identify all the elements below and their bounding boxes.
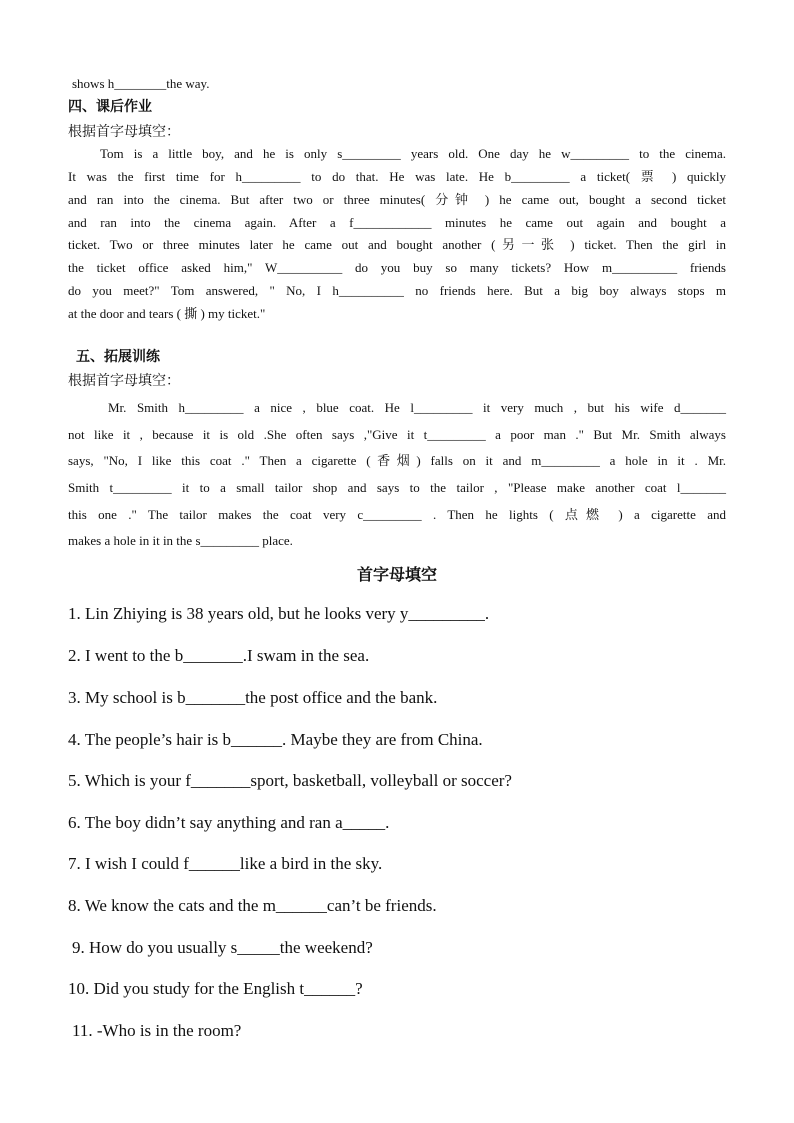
list-item: 3. My school is b_______the post office and the bank. — [68, 688, 438, 707]
list-item: 11. -Who is in the room? — [72, 1021, 242, 1040]
passage-line: the ticket office asked him," W__________ do you buy so many tickets? How m__________ friends — [68, 260, 726, 275]
list-item: 4. The people’s hair is b______. Maybe they are from China. — [68, 730, 483, 749]
list-item: 2. I went to the b_______.I swam in the sea. — [68, 646, 370, 665]
passage-line: ticket. Two or three minutes later he came out and bought another (另一张 ) ticket. Then the girl in — [68, 237, 726, 252]
passage-line: Tom is a little boy, and he is only s_________ years old. One day he w_________ to the cinema. — [100, 146, 726, 161]
section-4-instruction: 根据首字母填空： — [68, 124, 180, 140]
top-line: shows h________the way. — [72, 76, 210, 91]
section-5-heading: 五、拓展训练 — [76, 349, 160, 365]
passage-line: It was the first time for h_________ to do that. He was late. He b_________ a ticket( 票 ) quickly — [68, 169, 726, 184]
passage-line: do you meet?" Tom answered, " No, I h__________ no friends here. But a big boy always stops m — [68, 283, 726, 298]
passage-line: makes a hole in it in the s_________ place. — [68, 533, 293, 548]
list-item: 9. How do you usually s_____the weekend? — [72, 938, 373, 957]
passage-line: at the door and tears ( 撕 ) my ticket." — [68, 306, 266, 321]
list-item: 6. The boy didn’t say anything and ran a_____. — [68, 813, 390, 832]
list-item: 1. Lin Zhiying is 38 years old, but he looks very y_________. — [68, 604, 490, 623]
list-item: 10. Did you study for the English t______? — [68, 979, 363, 998]
list-item: 8. We know the cats and the m______can’t be friends. — [68, 896, 437, 915]
passage-line: Smith t_________ it to a small tailor shop and says to the tailor , "Please make another coat l_______ — [68, 480, 726, 495]
section-5-instruction: 根据首字母填空： — [68, 373, 180, 389]
passage-line: Mr. Smith h_________ a nice , blue coat. He l_________ it very much , but his wife d_______ — [108, 400, 726, 415]
list-item: 7. I wish I could f______like a bird in the sky. — [68, 854, 383, 873]
section-4-heading: 四、课后作业 — [68, 99, 152, 115]
passage-line: not like it , because it is old .She often says ,"Give it t_________ a poor man ." But Mr. Smith always — [68, 427, 726, 442]
list-item: 5. Which is your f_______sport, basketball, volleyball or soccer? — [68, 771, 512, 790]
passage-line: and ran into the cinema. But after two or three minutes( 分钟 ) he came out, bought a second ticket — [68, 192, 726, 207]
section-title: 首字母填空 — [356, 565, 437, 584]
passage-line: this one ." The tailor makes the coat very c_________ . Then he lights ( 点燃 ) a cigarette and — [68, 507, 726, 522]
passage-line: says, "No, I like this coat ." Then a cigarette (香烟) falls on it and m_________ a hole in it . Mr. — [68, 453, 726, 468]
passage-line: and ran into the cinema again. After a f____________ minutes he came out again and bought a — [68, 215, 726, 230]
